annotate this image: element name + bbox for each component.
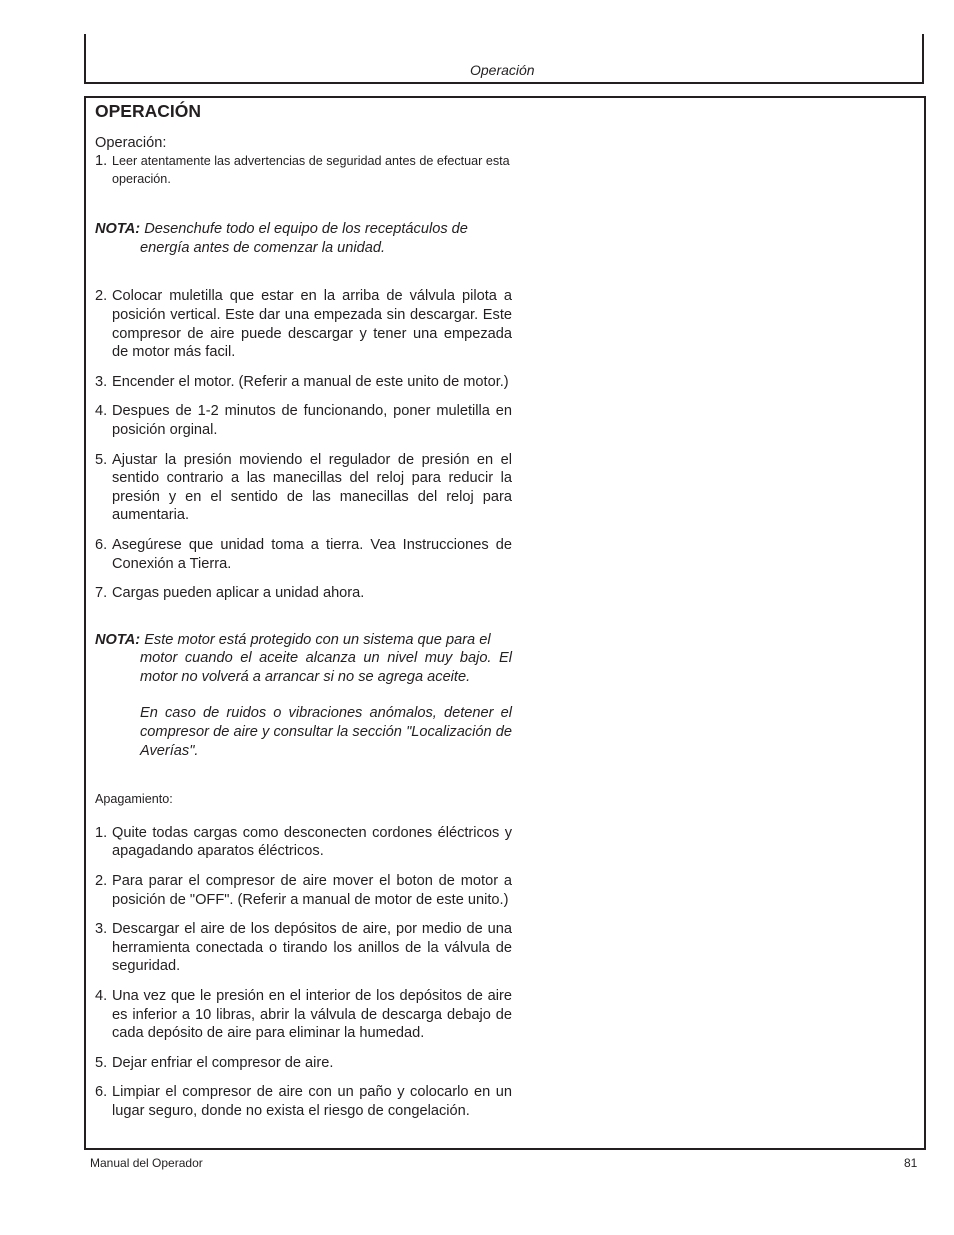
list-item xyxy=(95,536,512,573)
step-text: Leer atentamente las advertencias de seguridad antes de efectuar esta operación. xyxy=(112,154,510,187)
step-number: 5. xyxy=(95,451,108,468)
list-item xyxy=(95,920,512,976)
step-text: Quite todas cargas como desconecten cordones éléctricos y apagadando aparatos éléctricos. xyxy=(112,824,512,860)
step-number: 7. xyxy=(95,585,108,602)
step-text: Despues de 1-2 minutos de funcionando, poner muletilla en posición orginal. xyxy=(112,403,512,438)
note-paragraph: En caso de ruidos o vibraciones anómalos, detener el compresor de aire y consultar la sección "Localización de Averías". xyxy=(140,705,512,759)
content-column xyxy=(95,102,512,1132)
list-item xyxy=(95,872,512,909)
list-item xyxy=(95,1083,512,1120)
step-text: Ajustar la presión moviendo el regulador de presión en el sentido contrario a las manecillas del reloj para reducir la presión y en el sentido de las manecillas del reloj para aumentaria. xyxy=(112,451,512,524)
step-text: Cargas pueden aplicar a unidad ahora. xyxy=(112,585,365,602)
step-text: Asegúrese que unidad toma a tierra. Vea Instrucciones de Conexión a Tierra. xyxy=(112,536,512,572)
step-number: 1. xyxy=(95,824,108,841)
note-text-cont: energía antes de comenzar la unidad. xyxy=(140,239,386,256)
step-text: Encender el motor. (Referir a manual de este unito de motor.) xyxy=(112,373,509,390)
section-title: OPERACIÓN xyxy=(95,101,201,121)
step-number: 4. xyxy=(95,403,108,420)
step-number: 2. xyxy=(95,288,108,305)
step-number: 3. xyxy=(95,921,108,938)
list-item xyxy=(95,451,512,525)
page-number: 81 xyxy=(904,1156,918,1170)
step-number: 3. xyxy=(95,373,108,390)
note-label: NOTA: xyxy=(95,221,141,238)
step-text: Dejar enfriar el compresor de aire. xyxy=(112,1054,334,1071)
step-number: 4. xyxy=(95,988,108,1004)
subsection-title: Apagamiento: xyxy=(95,792,173,807)
note-block xyxy=(95,220,512,257)
list-item xyxy=(95,373,512,392)
list-item xyxy=(95,287,512,361)
step-number: 1. xyxy=(95,153,108,170)
note-label: NOTA: xyxy=(95,631,141,648)
intro-label: Operación: xyxy=(95,134,167,151)
step-number: 6. xyxy=(95,536,108,553)
step-number: 2. xyxy=(95,873,108,890)
list-item xyxy=(95,152,512,188)
note-block xyxy=(95,631,512,761)
step-text: Una vez que le presión en el interior de los depósitos de aire es inferior a 10 libras, abrir la válvula de descarga debajo de cada depósito de aire para eliminar la humedad. xyxy=(112,988,512,1042)
page-header-title: Operación xyxy=(470,62,535,78)
step-text: Para parar el compresor de aire mover el boton de motor a posición de "OFF". (Referir a manual de motor de este unito.) xyxy=(112,873,512,908)
list-item xyxy=(95,824,512,861)
note-text: Desenchufe todo el equipo de los receptáculos de xyxy=(144,221,468,238)
step-number: 5. xyxy=(95,1054,108,1071)
list-item xyxy=(95,584,512,603)
step-number: 6. xyxy=(95,1084,108,1101)
note-text: Este motor está protegido con un sistema que para el xyxy=(144,631,491,648)
step-text: Limpiar el compresor de aire con un paño y colocarlo en un lugar seguro, donde no exista el riesgo de congelación. xyxy=(112,1084,512,1119)
step-text: Descargar el aire de los depósitos de aire, por medio de una herramienta conectada o tirando los anillos de la válvula de seguridad. xyxy=(112,921,512,975)
list-item xyxy=(95,987,512,1043)
list-item xyxy=(95,1054,512,1073)
footer-manual-title: Manual del Operador xyxy=(90,1156,203,1170)
step-text: Colocar muletilla que estar en la arriba de válvula pilota a posición vertical. Este dar una empezada sin descargar. Este compresor de aire puede descargar y tener una empezada de motor más facil. xyxy=(112,288,512,361)
note-text-cont: motor cuando el aceite alcanza un nivel muy bajo. El motor no volverá a arrancar si no se agrega aceite. xyxy=(140,650,512,685)
list-item xyxy=(95,402,512,439)
